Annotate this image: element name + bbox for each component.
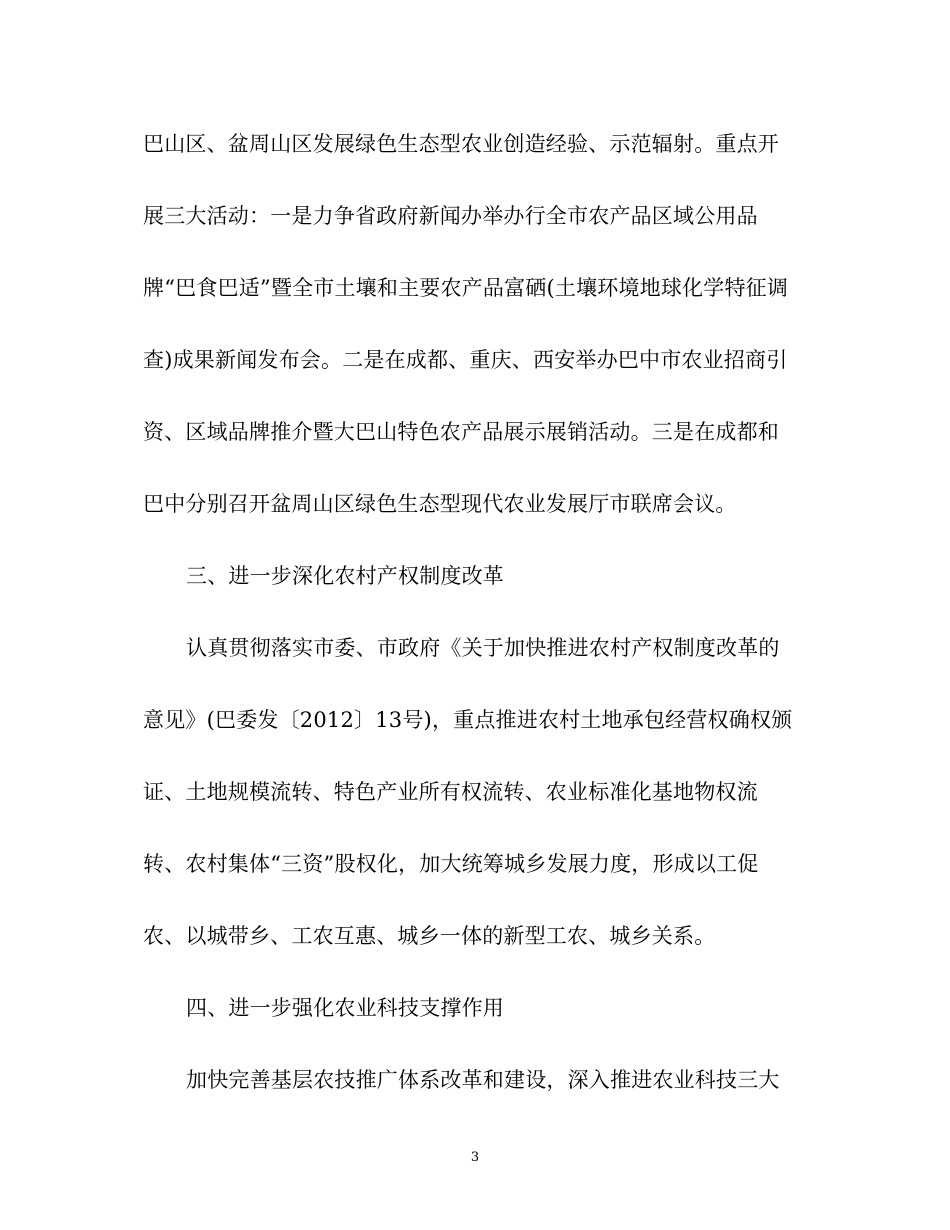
body-text-line: 转、农村集体“三资”股权化，加大统筹城乡发展力度，形成以工促 <box>143 852 759 876</box>
body-text-line: 证、土地规模流转、特色产业所有权流转、农业标准化基地物权流 <box>143 780 758 804</box>
section-heading: 三、进一步深化农村产权制度改革 <box>186 564 504 588</box>
body-text-line: 牌“巴食巴适”暨全市土壤和主要农产品富硒(土壤环境地球化学特征调 <box>143 276 789 300</box>
body-text-line: 查)成果新闻发布会。二是在成都、重庆、西安举办巴中市农业招商引 <box>143 348 788 372</box>
page-number: 3 <box>470 1150 480 1165</box>
body-text-line: 意见》(巴委发〔2012〕13号)，重点推进农村土地承包经营权确权颁 <box>143 708 793 732</box>
body-text-line: 认真贯彻落实市委、市政府《关于加快推进农村产权制度改革的 <box>186 636 780 660</box>
body-text-line: 农、以城带乡、工农互惠、城乡一体的新型工农、城乡关系。 <box>143 924 716 948</box>
body-text-line: 展三大活动：一是力争省政府新闻办举办行全市农产品区域公用品 <box>143 204 758 228</box>
body-text-line: 加快完善基层农技推广体系改革和建设，深入推进农业科技三大 <box>186 1068 780 1092</box>
section-heading: 四、进一步强化农业科技支撑作用 <box>186 996 504 1020</box>
body-text-line: 资、区域品牌推介暨大巴山特色农产品展示展销活动。三是在成都和 <box>143 420 779 444</box>
body-text-line: 巴山区、盆周山区发展绿色生态型农业创造经验、示范辐射。重点开 <box>143 132 779 156</box>
body-text-line: 巴中分别召开盆周山区绿色生态型现代农业发展厅市联席会议。 <box>143 492 737 516</box>
